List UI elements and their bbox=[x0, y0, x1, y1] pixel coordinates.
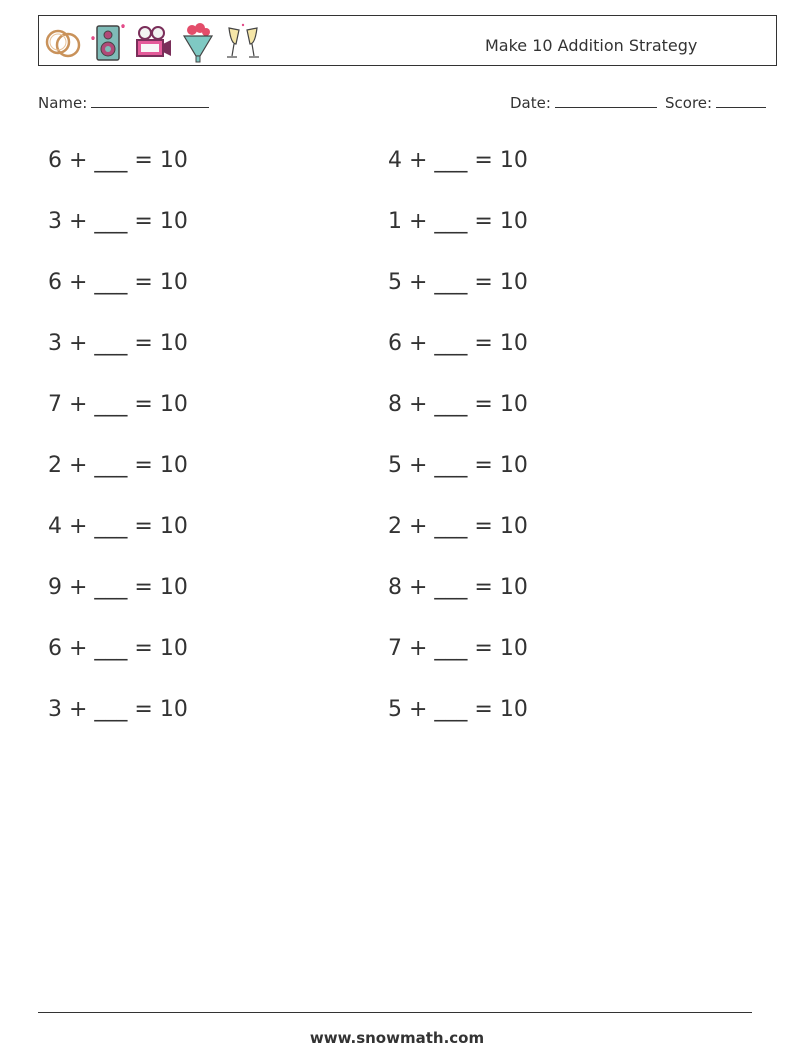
problem-right-4: 6 + ___ = 10 bbox=[388, 331, 528, 356]
wedding-rings-icon bbox=[43, 20, 83, 64]
problem-right-1: 4 + ___ = 10 bbox=[388, 148, 528, 173]
date-field bbox=[510, 93, 657, 112]
champagne-glasses-icon bbox=[223, 20, 263, 64]
problem-right-8: 8 + ___ = 10 bbox=[388, 575, 528, 600]
score-field bbox=[665, 93, 766, 112]
name-label: Name: bbox=[38, 94, 88, 112]
problem-left-8: 9 + ___ = 10 bbox=[48, 575, 188, 600]
problem-left-9: 6 + ___ = 10 bbox=[48, 636, 188, 661]
problem-left-10: 3 + ___ = 10 bbox=[48, 697, 188, 722]
footer-divider bbox=[38, 1012, 752, 1013]
problem-right-3: 5 + ___ = 10 bbox=[388, 270, 528, 295]
problem-left-4: 3 + ___ = 10 bbox=[48, 331, 188, 356]
date-blank[interactable] bbox=[555, 93, 657, 108]
problem-right-2: 1 + ___ = 10 bbox=[388, 209, 528, 234]
score-blank[interactable] bbox=[716, 93, 766, 108]
name-field bbox=[38, 93, 209, 112]
problem-left-3: 6 + ___ = 10 bbox=[48, 270, 188, 295]
problem-right-7: 2 + ___ = 10 bbox=[388, 514, 528, 539]
problem-left-6: 2 + ___ = 10 bbox=[48, 453, 188, 478]
footer-url[interactable]: www.snowmath.com bbox=[309, 1029, 485, 1047]
date-label: Date: bbox=[510, 94, 551, 112]
worksheet-title: Make 10 Addition Strategy bbox=[485, 36, 698, 55]
bouquet-icon bbox=[178, 20, 218, 64]
video-camera-icon bbox=[133, 20, 173, 64]
problem-right-5: 8 + ___ = 10 bbox=[388, 392, 528, 417]
problem-right-10: 5 + ___ = 10 bbox=[388, 697, 528, 722]
problem-left-2: 3 + ___ = 10 bbox=[48, 209, 188, 234]
speaker-icon bbox=[88, 20, 128, 64]
score-label: Score: bbox=[665, 94, 713, 112]
problem-left-7: 4 + ___ = 10 bbox=[48, 514, 188, 539]
problem-right-9: 7 + ___ = 10 bbox=[388, 636, 528, 661]
worksheet-header bbox=[38, 15, 777, 66]
problem-left-5: 7 + ___ = 10 bbox=[48, 392, 188, 417]
problem-right-6: 5 + ___ = 10 bbox=[388, 453, 528, 478]
name-blank[interactable] bbox=[91, 93, 209, 108]
header-icons bbox=[43, 20, 263, 64]
problem-left-1: 6 + ___ = 10 bbox=[48, 148, 188, 173]
